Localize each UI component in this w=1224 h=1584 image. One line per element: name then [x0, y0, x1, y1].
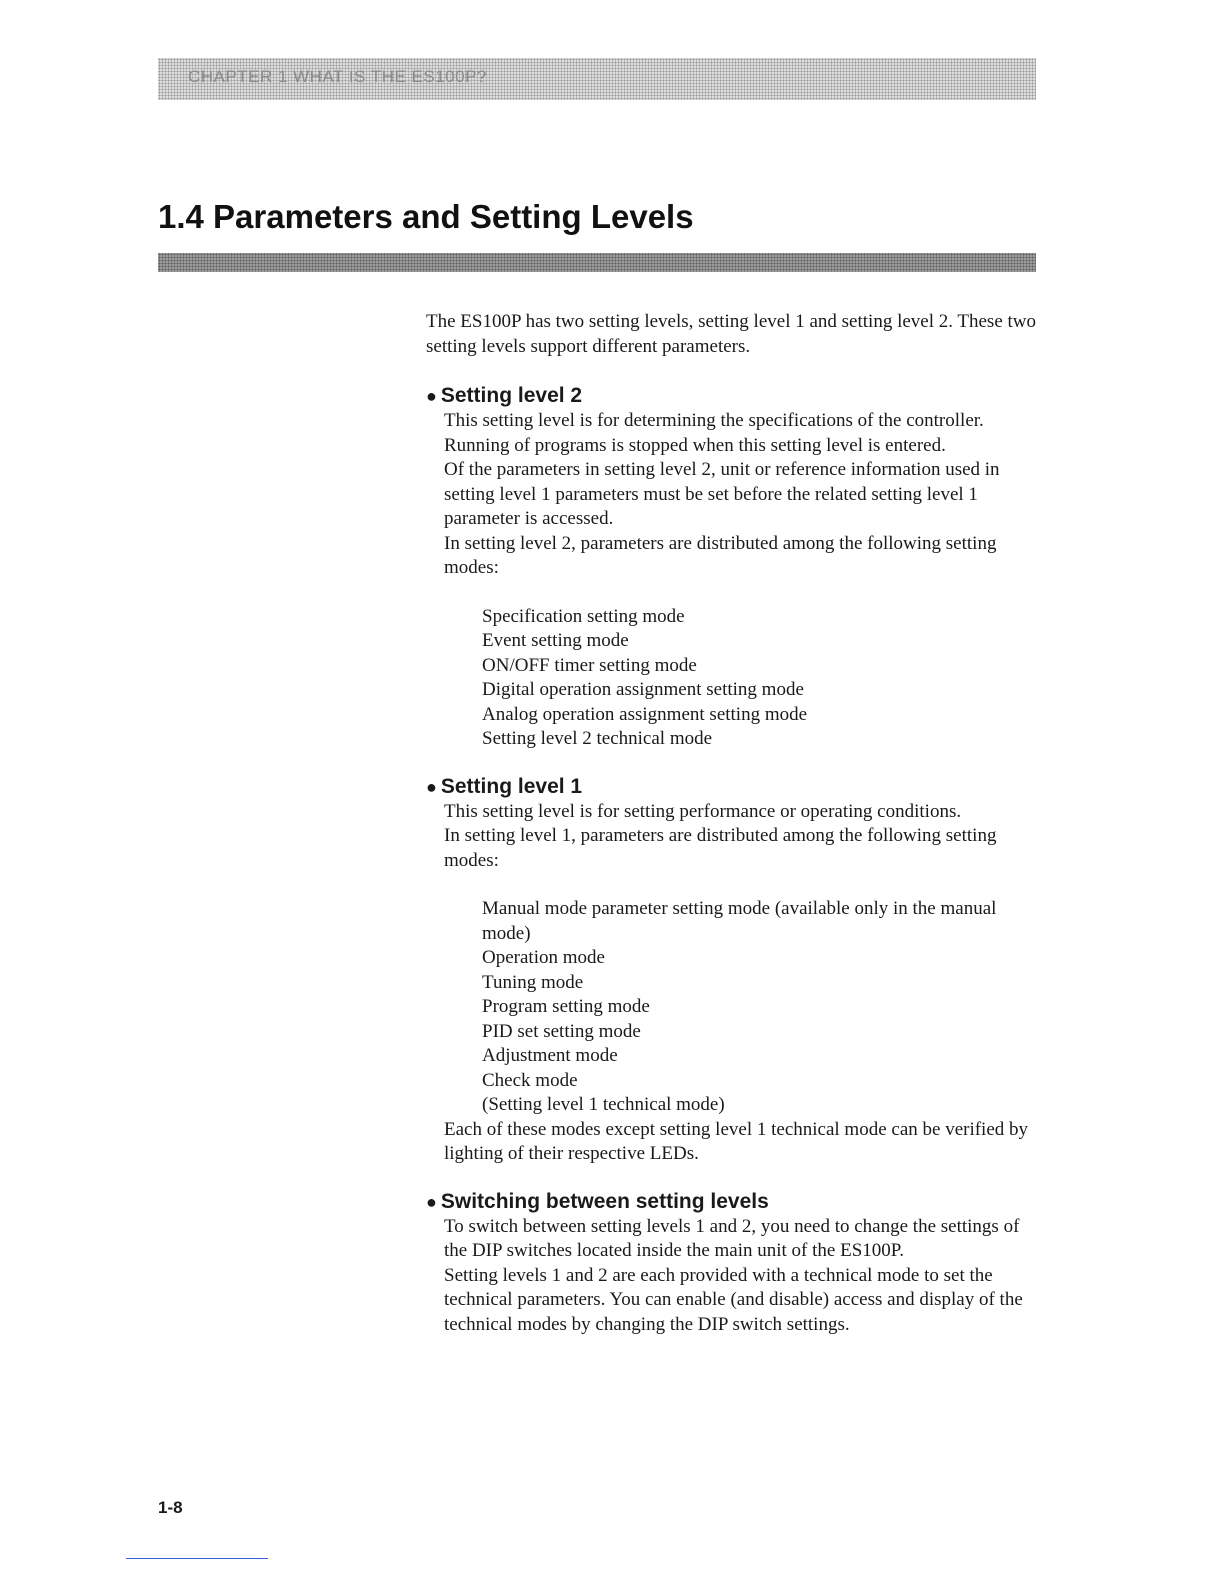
- list-item: Setting level 2 technical mode: [482, 728, 713, 749]
- list-item: Program setting mode: [482, 996, 650, 1017]
- level1-note: Each of these modes except setting level 1 technical mode can be verified by lighting of their respective LEDs.: [444, 1118, 1029, 1164]
- list-item: Analog operation assignment setting mode: [482, 703, 808, 725]
- switching-title: Switching between setting levels: [440, 1189, 769, 1213]
- chapter-header-band: [158, 58, 1036, 100]
- page-number: 1-8: [158, 1498, 183, 1517]
- main-content: [426, 310, 1038, 1337]
- level1-paragraph: In setting level 1, parameters are distributed among the following setting modes:: [444, 825, 997, 871]
- title-underline-bar: [158, 253, 1036, 272]
- list-item: Event setting mode: [482, 630, 629, 651]
- list-item: PID set setting mode: [482, 1020, 641, 1042]
- switching-paragraph: To switch between setting levels 1 and 2, you need to change the settings of the DIP switches located inside the main unit of the ES100P.: [444, 1215, 1020, 1261]
- list-item: Check mode: [482, 1069, 578, 1091]
- setting-level-2-heading: [426, 383, 1038, 409]
- bullet-icon: ●: [426, 386, 437, 406]
- level1-mode-list: [444, 897, 1038, 1118]
- setting-level-1-title: Setting level 1: [440, 774, 583, 798]
- list-item: Adjustment mode: [482, 1045, 618, 1066]
- setting-level-1-section: [426, 774, 1038, 1167]
- bullet-icon: ●: [426, 1191, 437, 1212]
- list-item: Digital operation assignment setting mode: [482, 679, 804, 700]
- intro-paragraph: The ES100P has two setting levels, setting level 1 and setting level 2. These two setting levels support different parameters.: [426, 311, 1037, 357]
- level2-mode-list: [444, 605, 1038, 752]
- footer-divider: [126, 1558, 268, 1559]
- setting-level-2-section: [426, 383, 1038, 752]
- level2-paragraph: In setting level 2, parameters are distributed among the following setting modes:: [444, 532, 997, 578]
- list-item: Operation mode: [482, 947, 605, 968]
- setting-level-1-heading: [426, 774, 1038, 800]
- list-item: (Setting level 1 technical mode): [482, 1094, 725, 1115]
- section-title: 1.4 Parameters and Setting Levels: [158, 198, 694, 235]
- level2-paragraph: This setting level is for determining the specifications of the controller. Running of programs is stopped when this setting level is entered.: [444, 410, 984, 456]
- list-item: Tuning mode: [482, 971, 584, 993]
- setting-level-2-title: Setting level 2: [440, 384, 583, 407]
- chapter-header: CHAPTER 1 WHAT IS THE ES100P?: [188, 67, 487, 86]
- level2-paragraph: Of the parameters in setting level 2, unit or reference information used in setting level 1 parameters must be set before the related setting level 1 parameter is accessed.: [444, 459, 1000, 529]
- level1-paragraph: This setting level is for setting performance or operating conditions.: [444, 800, 962, 822]
- list-item: ON/OFF timer setting mode: [482, 654, 697, 676]
- switching-section: [426, 1189, 1038, 1338]
- list-item: Specification setting mode: [482, 605, 685, 627]
- switching-paragraph: Setting levels 1 and 2 are each provided with a technical mode to set the technical parameters. You can enable (and disable) access and display of the technical modes by changing the DIP switch settings.: [444, 1264, 1023, 1335]
- switching-heading: [426, 1189, 1038, 1215]
- list-item: Manual mode parameter setting mode (available only in the manual mode): [482, 898, 997, 944]
- bullet-icon: ●: [426, 776, 437, 797]
